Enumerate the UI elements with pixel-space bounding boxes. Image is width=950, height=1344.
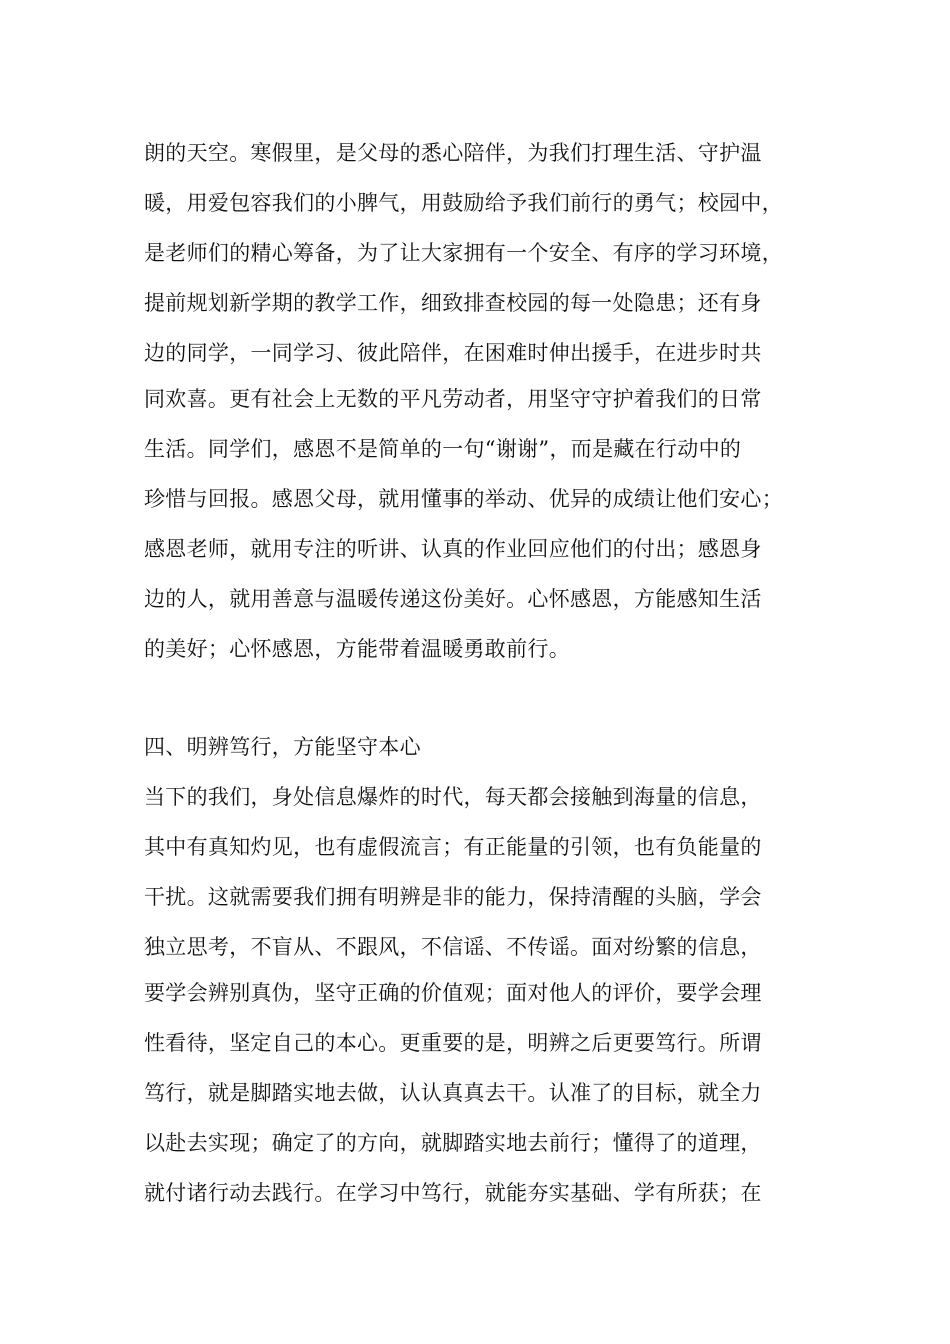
- paragraph-2-line: 笃行，就是脚踏实地去做，认认真真去干。认准了的目标，就全力: [144, 1081, 762, 1105]
- paragraph-2-line: 性看待，坚定自己的本心。更重要的是，明辨之后更要笃行。所谓: [144, 1031, 762, 1055]
- paragraph-1-line: 同欢喜。更有社会上无数的平凡劳动者，用坚守守护着我们的日常: [144, 387, 762, 411]
- paragraph-1-line: 朗的天空。寒假里，是父母的悉心陪伴，为我们打理生活、守护温: [144, 141, 762, 165]
- section-heading: 四、明辨笃行，方能坚守本心: [144, 735, 421, 759]
- paragraph-2-line: 以赴去实现；确定了的方向，就脚踏实地去前行；懂得了的道理，: [144, 1131, 762, 1155]
- paragraph-2-line: 就付诸行动去践行。在学习中笃行，就能夯实基础、学有所获；在: [144, 1181, 762, 1205]
- paragraph-1-line: 珍惜与回报。感恩父母，就用懂事的举动、优异的成绩让他们安心；: [144, 487, 783, 511]
- paragraph-1-line: 生活。同学们，感恩不是简单的一句“谢谢”，而是藏在行动中的: [144, 437, 742, 461]
- paragraph-1-line: 边的同学，一同学习、彼此陪伴，在困难时伸出援手，在进步时共: [144, 341, 762, 365]
- paragraph-2-line: 独立思考，不盲从、不跟风，不信谣、不传谣。面对纷繁的信息，: [144, 935, 762, 959]
- paragraph-1-line: 感恩老师，就用专注的听讲、认真的作业回应他们的付出；感恩身: [144, 537, 762, 561]
- paragraph-2-line: 干扰。这就需要我们拥有明辨是非的能力，保持清醒的头脑，学会: [144, 885, 762, 909]
- paragraph-1-line: 是老师们的精心筹备，为了让大家拥有一个安全、有序的学习环境，: [144, 241, 783, 265]
- paragraph-2-line: 其中有真知灼见，也有虚假流言；有正能量的引领，也有负能量的: [144, 835, 762, 859]
- paragraph-2-line: 当下的我们，身处信息爆炸的时代，每天都会接触到海量的信息，: [144, 785, 762, 809]
- paragraph-2-line: 要学会辨别真伪，坚守正确的价值观；面对他人的评价，要学会理: [144, 981, 762, 1005]
- paragraph-1-line: 的美好；心怀感恩，方能带着温暖勇敢前行。: [144, 637, 570, 661]
- paragraph-1-line: 暖，用爱包容我们的小脾气，用鼓励给予我们前行的勇气；校园中，: [144, 191, 783, 215]
- paragraph-1-line: 边的人，就用善意与温暖传递这份美好。心怀感恩，方能感知生活: [144, 587, 762, 611]
- paragraph-1-line: 提前规划新学期的教学工作，细致排查校园的每一处隐患；还有身: [144, 291, 762, 315]
